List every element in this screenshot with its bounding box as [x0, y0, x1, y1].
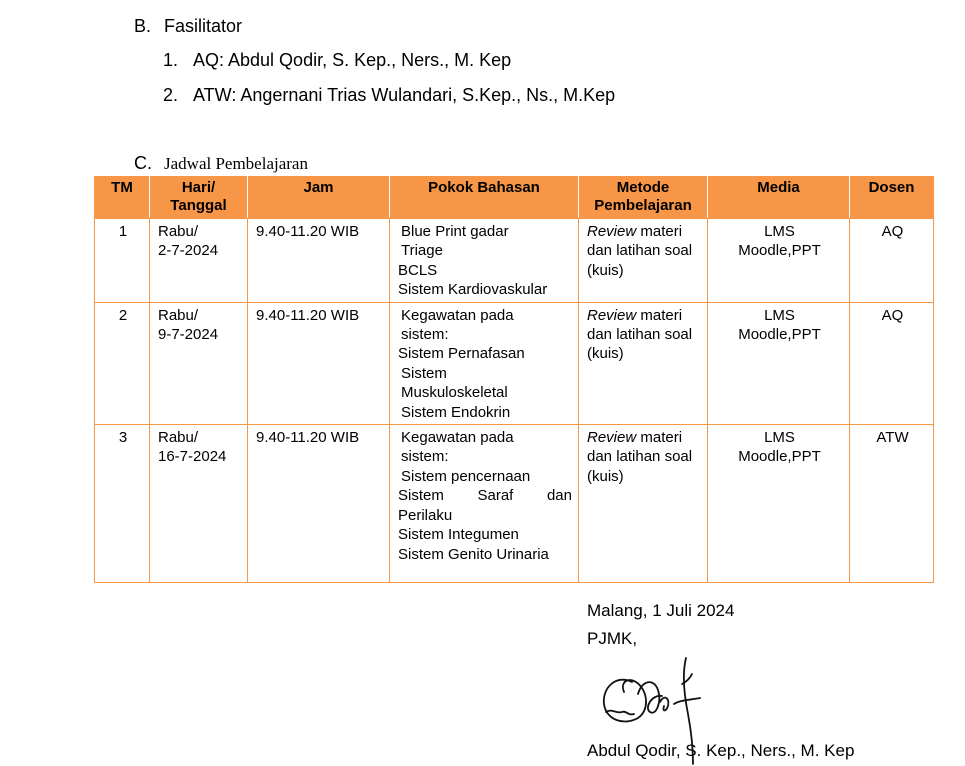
- topic-line: sistem:: [401, 448, 449, 466]
- header-dosen: Dosen: [850, 177, 934, 219]
- table-row: [95, 219, 934, 303]
- cell-media: [708, 425, 850, 583]
- topic-line: Sistem Genito Urinaria: [398, 545, 549, 563]
- cell-hari: Rabu/: [158, 429, 199, 447]
- cell-hari: Rabu/: [158, 306, 199, 324]
- topic-line: Blue Print gadar: [401, 223, 509, 240]
- metode-text: materi dan latihan soal (kuis): [587, 429, 693, 485]
- cell-hari-tanggal: [150, 219, 248, 303]
- cell-hari: Rabu/: [158, 223, 199, 240]
- cell-tm: 3: [95, 425, 150, 583]
- section-b-title: Fasilitator: [164, 16, 243, 36]
- cell-tanggal: 16-7-2024: [158, 448, 227, 466]
- table-row: [95, 425, 934, 583]
- topic-line: Sistem pencernaan: [401, 467, 531, 485]
- header-pokok-bahasan: Pokok Bahasan: [390, 177, 579, 219]
- cell-jam: 9.40-11.20 WIB: [248, 219, 390, 303]
- cell-dosen: AQ: [850, 302, 934, 424]
- metode-emphasis: Review: [587, 223, 637, 240]
- cell-pokok-bahasan: [390, 425, 579, 583]
- facilitator-text: AQ: Abdul Qodir, S. Kep., Ners., M. Kep: [193, 50, 512, 70]
- header-media: Media: [708, 177, 850, 219]
- signature-stroke: [606, 711, 634, 715]
- media-line: Moodle,PPT: [738, 326, 821, 344]
- cell-jam: 9.40-11.20 WIB: [248, 302, 390, 424]
- header-tm: TM: [95, 177, 150, 219]
- topic-line: Sistem Integumen: [398, 526, 519, 544]
- cell-hari-tanggal: [150, 302, 248, 424]
- section-c-letter: C.: [134, 153, 152, 173]
- section-b-heading: [134, 16, 242, 37]
- cell-tm: 1: [95, 219, 150, 303]
- facilitator-item: [163, 50, 511, 71]
- cell-dosen: AQ: [850, 219, 934, 303]
- topic-line: Muskuloskeletal: [401, 384, 508, 402]
- cell-metode: [579, 219, 708, 303]
- media-line: Moodle,PPT: [738, 448, 821, 466]
- signature-stroke: [674, 698, 700, 704]
- topic-line: BCLS: [398, 261, 438, 279]
- facilitator-number: 1.: [163, 50, 179, 70]
- cell-hari-tanggal: [150, 425, 248, 583]
- topic-line: Kegawatan pada: [401, 306, 514, 324]
- facilitator-number: 2.: [163, 85, 179, 105]
- signature-stroke: [660, 698, 668, 711]
- media-line: Moodle,PPT: [738, 242, 821, 260]
- cell-tanggal: 2-7-2024: [158, 242, 219, 260]
- facilitator-item: [163, 85, 615, 106]
- cell-pokok-bahasan: [390, 219, 579, 303]
- topic-line: Sistem Saraf dan: [398, 487, 572, 505]
- section-b-letter: B.: [134, 16, 152, 36]
- media-line: LMS: [764, 223, 795, 240]
- header-jam: Jam: [248, 177, 390, 219]
- facilitator-text: ATW: Angernani Trias Wulandari, S.Kep., Ns., M.Kep: [193, 85, 616, 105]
- cell-tanggal: 9-7-2024: [158, 326, 219, 344]
- topic-line: Perilaku: [398, 506, 453, 524]
- section-c-title: Jadwal Pembelajaran: [164, 154, 308, 173]
- sign-role: PJMK,: [587, 629, 638, 648]
- cell-dosen: ATW: [850, 425, 934, 583]
- signature-stroke: [638, 682, 662, 713]
- topic-line: Kegawatan pada: [401, 429, 514, 447]
- sign-name: Abdul Qodir, S. Kep., Ners., M. Kep: [587, 741, 855, 760]
- cell-metode: [579, 425, 708, 583]
- cell-jam: 9.40-11.20 WIB: [248, 425, 390, 583]
- topic-line: Sistem Endokrin: [401, 403, 511, 421]
- schedule-header-row: [95, 177, 934, 219]
- topic-line: Sistem: [401, 364, 447, 382]
- cell-media: [708, 219, 850, 303]
- topic-line: sistem:: [401, 326, 449, 344]
- table-row: [95, 302, 934, 424]
- cell-pokok-bahasan: [390, 302, 579, 424]
- cell-tm: 2: [95, 302, 150, 424]
- cell-metode: [579, 302, 708, 424]
- media-line: LMS: [764, 429, 795, 447]
- topic-line: Triage: [401, 242, 443, 260]
- metode-text: materi dan latihan soal (kuis): [587, 223, 693, 279]
- topic-line: Sistem Kardiovaskular: [398, 281, 548, 299]
- media-line: LMS: [764, 306, 795, 324]
- header-metode: Metode Pembelajaran: [579, 177, 708, 219]
- cell-media: [708, 302, 850, 424]
- sign-place-date: Malang, 1 Juli 2024: [587, 601, 735, 620]
- topic-line: Sistem Pernafasan: [398, 345, 525, 363]
- section-c-heading: [134, 153, 308, 174]
- metode-emphasis: Review: [587, 429, 637, 447]
- metode-emphasis: Review: [587, 306, 637, 324]
- schedule-table: [94, 176, 934, 583]
- signature-stroke: [604, 680, 646, 722]
- metode-text: materi dan latihan soal (kuis): [587, 306, 693, 363]
- header-hari-tanggal: Hari/ Tanggal: [150, 177, 248, 219]
